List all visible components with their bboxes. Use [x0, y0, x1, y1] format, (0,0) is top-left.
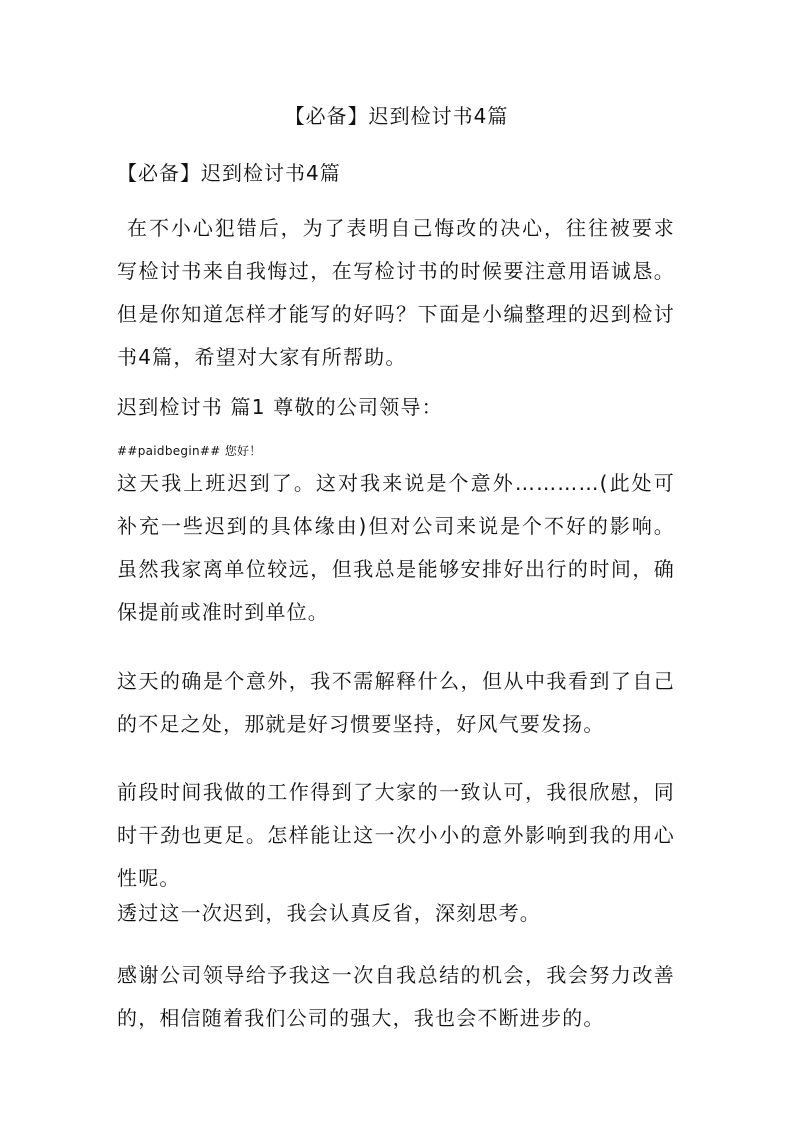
intro-paragraph: 在不小心犯错后，为了表明自己悔改的决心，往往被要求写检讨书来自我悔过，在写检讨书的时候要注意用语诚恳。但是你知道怎样才能写的好吗？下面是小编整理的迟到检讨书4篇，希望对大家有所帮助。	[117, 216, 675, 369]
document-title: 【必备】迟到检讨书4篇	[284, 104, 509, 128]
body-paragraph: 感谢公司领导给予我这一次自我总结的机会，我会努力改善的，相信随着我们公司的强大，我也会不断进步的。	[117, 963, 675, 1030]
body-paragraph: 这天的确是个意外，我不需解释什么，但从中我看到了自己的不足之处，那就是好习惯要坚持，好风气要发扬。	[117, 669, 675, 736]
greeting-line: ##paidbegin## 您好！	[117, 444, 262, 458]
document-subtitle: 【必备】迟到检讨书4篇	[117, 161, 341, 185]
body-paragraph: 前段时间我做的工作得到了大家的一致认可，我很欣慰，同时干劲也更足。怎样能让这一次小小的意外影响到我的用心性呢。	[117, 780, 675, 890]
section-heading: 迟到检讨书 篇1 尊敬的公司领导：	[117, 395, 443, 419]
body-paragraph: 透过这一次迟到，我会认真反省，深刻思考。	[117, 901, 541, 925]
body-paragraph: 这天我上班迟到了。这对我来说是个意外…………(此处可补充一些迟到的具体缘由)但对公司来说是个不好的影响。虽然我家离单位较远，但我总是能够安排好出行的时间，确保提前或准时到单位。	[117, 471, 675, 624]
